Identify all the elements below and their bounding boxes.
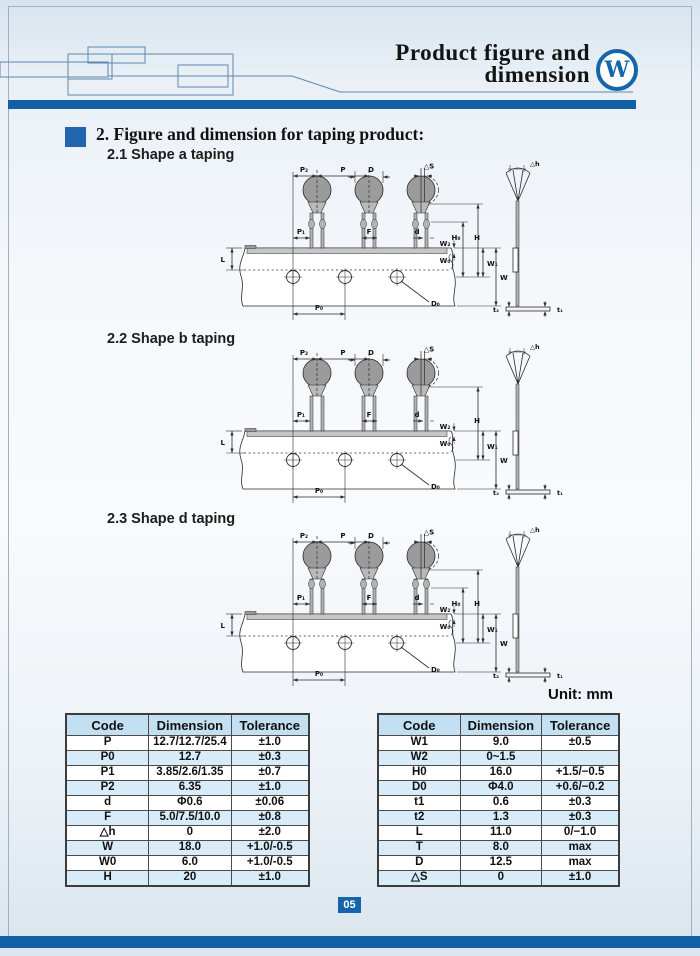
column-header: Dimension: [149, 714, 231, 736]
table-cell: 3.85/2.6/1.35: [149, 766, 231, 781]
dimension-table-right: [377, 713, 620, 887]
table-cell: T: [378, 841, 460, 856]
table-cell: W2: [378, 751, 460, 766]
table-cell: 1.3: [460, 811, 542, 826]
diagram-title-shape-b: 2.2 Shape b taping: [107, 331, 236, 347]
table-cell: 12.7: [149, 751, 231, 766]
diagram-title-shape-d: 2.3 Shape d taping: [107, 511, 236, 527]
svg-text:P₁: P₁: [296, 411, 306, 419]
svg-text:W₀: W₀: [439, 440, 451, 448]
column-header: Dimension: [460, 714, 542, 736]
table-row: [66, 766, 309, 781]
svg-text:d: d: [414, 228, 420, 236]
unit-label: Unit: mm: [548, 686, 613, 703]
table-cell: 20: [149, 871, 231, 887]
table-cell: 6.0: [149, 856, 231, 871]
table-row: [66, 841, 309, 856]
svg-text:H: H: [474, 600, 480, 608]
svg-text:W₁: W₁: [487, 443, 498, 451]
svg-text:t₁: t₁: [557, 672, 563, 680]
table-cell: +1.0/-0.5: [231, 841, 309, 856]
svg-text:d: d: [414, 411, 420, 419]
logo-letter: W: [604, 57, 630, 83]
svg-text:F: F: [366, 411, 372, 419]
table-cell: 0: [149, 826, 231, 841]
svg-text:P₂: P₂: [299, 166, 309, 174]
table-row: [378, 871, 619, 887]
table-row: [66, 811, 309, 826]
table-row: [378, 736, 619, 751]
table-row: [66, 751, 309, 766]
svg-text:D₀: D₀: [431, 300, 440, 308]
table-cell: 11.0: [460, 826, 542, 841]
table-row: [378, 826, 619, 841]
table-cell: ±0.7: [231, 766, 309, 781]
table-cell: H: [66, 871, 149, 887]
page-number-badge: [338, 897, 361, 913]
svg-text:F: F: [366, 228, 372, 236]
table-row: [378, 796, 619, 811]
svg-text:H₀: H₀: [451, 234, 461, 242]
svg-text:t₂: t₂: [493, 489, 499, 497]
column-header: Tolerance: [542, 714, 619, 736]
svg-text:P₀: P₀: [314, 670, 324, 678]
svg-text:D₀: D₀: [431, 483, 440, 491]
table-cell: W: [66, 841, 149, 856]
table-cell: 16.0: [460, 766, 542, 781]
table-row: [66, 856, 309, 871]
table-cell: 6.35: [149, 781, 231, 796]
svg-text:W₂: W₂: [439, 240, 451, 248]
column-header: Tolerance: [231, 714, 309, 736]
svg-text:t₂: t₂: [493, 306, 499, 314]
table-cell: 12.5: [460, 856, 542, 871]
svg-text:D₀: D₀: [431, 666, 440, 674]
table-cell: 8.0: [460, 841, 542, 856]
table-cell: 5.0/7.5/10.0: [149, 811, 231, 826]
table-cell: 9.0: [460, 736, 542, 751]
table-cell: △h: [66, 826, 149, 841]
table-cell: D0: [378, 781, 460, 796]
svg-text:t₁: t₁: [557, 489, 563, 497]
dimension-table-left: [65, 713, 310, 887]
svg-text:P: P: [340, 166, 346, 174]
svg-text:L: L: [220, 256, 225, 264]
svg-text:W: W: [500, 274, 508, 282]
svg-text:△h: △h: [530, 526, 540, 534]
diagram-title-shape-a: 2.1 Shape a taping: [107, 147, 235, 163]
table-row: [378, 766, 619, 781]
table-row: [66, 736, 309, 751]
svg-text:△h: △h: [530, 160, 540, 168]
svg-text:d: d: [414, 594, 420, 602]
svg-text:D: D: [368, 349, 374, 357]
svg-text:W₁: W₁: [487, 626, 498, 634]
table-cell: [542, 751, 619, 766]
footer-strip: [0, 948, 700, 956]
section-heading: 2. Figure and dimension for taping product:: [96, 124, 425, 144]
svg-text:W₂: W₂: [439, 423, 451, 431]
svg-text:L: L: [220, 622, 225, 630]
svg-text:H₀: H₀: [451, 600, 461, 608]
table-cell: 12.7/12.7/25.4: [149, 736, 231, 751]
svg-text:t₂: t₂: [493, 672, 499, 680]
column-header: Code: [66, 714, 149, 736]
page-number: 05: [343, 899, 356, 911]
table-cell: ±0.3: [542, 811, 619, 826]
table-cell: P1: [66, 766, 149, 781]
table-row: [378, 781, 619, 796]
svg-text:P₀: P₀: [314, 487, 324, 495]
table-cell: P: [66, 736, 149, 751]
table-cell: 0: [460, 871, 542, 887]
table-cell: +1.5/−0.5: [542, 766, 619, 781]
svg-text:P: P: [340, 349, 346, 357]
svg-text:P₂: P₂: [299, 349, 309, 357]
table-cell: d: [66, 796, 149, 811]
taping-diagram-shape-b: [120, 339, 570, 511]
table-cell: H0: [378, 766, 460, 781]
svg-text:F: F: [366, 594, 372, 602]
table-row: [66, 781, 309, 796]
svg-text:W₁: W₁: [487, 260, 498, 268]
table-cell: 0/−1.0: [542, 826, 619, 841]
table-cell: ±2.0: [231, 826, 309, 841]
table-cell: ±1.0: [542, 871, 619, 887]
table-row: [66, 796, 309, 811]
table-row: [378, 811, 619, 826]
footer-bar: [0, 936, 700, 948]
svg-text:P₀: P₀: [314, 304, 324, 312]
table-cell: 18.0: [149, 841, 231, 856]
svg-text:△S: △S: [423, 162, 435, 171]
table-cell: ±1.0: [231, 736, 309, 751]
column-header: Code: [378, 714, 460, 736]
table-cell: 0.6: [460, 796, 542, 811]
svg-text:H: H: [474, 417, 480, 425]
page-title-line1: Product figure and: [395, 40, 590, 65]
svg-text:△h: △h: [530, 343, 540, 351]
table-cell: △S: [378, 871, 460, 887]
svg-text:L: L: [220, 439, 225, 447]
table-cell: F: [66, 811, 149, 826]
table-cell: +1.0/-0.5: [231, 856, 309, 871]
svg-text:D: D: [368, 532, 374, 540]
svg-text:P₁: P₁: [296, 594, 306, 602]
table-cell: W0: [66, 856, 149, 871]
page-title-line2: dimension: [484, 62, 590, 87]
table-row: [378, 856, 619, 871]
table-cell: +0.6/−0.2: [542, 781, 619, 796]
svg-text:H: H: [474, 234, 480, 242]
table-cell: P0: [66, 751, 149, 766]
svg-text:△S: △S: [423, 345, 435, 354]
table-row: [66, 871, 309, 887]
table-cell: D: [378, 856, 460, 871]
table-cell: ±0.3: [231, 751, 309, 766]
svg-text:W: W: [500, 640, 508, 648]
svg-text:P: P: [340, 532, 346, 540]
table-row: [378, 751, 619, 766]
table-cell: max: [542, 841, 619, 856]
svg-text:P₁: P₁: [296, 228, 306, 236]
table-cell: 0~1.5: [460, 751, 542, 766]
svg-text:W₀: W₀: [439, 257, 451, 265]
table-cell: ±0.3: [542, 796, 619, 811]
table-cell: ±1.0: [231, 781, 309, 796]
table-cell: max: [542, 856, 619, 871]
svg-text:W₀: W₀: [439, 623, 451, 631]
taping-diagram-shape-d: [120, 522, 570, 694]
section-bullet-square: [65, 127, 86, 147]
table-cell: ±0.5: [542, 736, 619, 751]
table-cell: P2: [66, 781, 149, 796]
table-cell: ±1.0: [231, 871, 309, 887]
table-cell: t1: [378, 796, 460, 811]
table-cell: ±0.8: [231, 811, 309, 826]
table-cell: Φ4.0: [460, 781, 542, 796]
table-row: [66, 826, 309, 841]
svg-text:t₁: t₁: [557, 306, 563, 314]
taping-diagram-shape-a: [120, 156, 570, 328]
table-row: [378, 841, 619, 856]
company-logo-icon: [596, 49, 638, 91]
table-cell: L: [378, 826, 460, 841]
svg-text:D: D: [368, 166, 374, 174]
page-title: [395, 42, 590, 86]
svg-text:△S: △S: [423, 528, 435, 537]
table-cell: t2: [378, 811, 460, 826]
table-cell: W1: [378, 736, 460, 751]
svg-text:P₂: P₂: [299, 532, 309, 540]
svg-text:W: W: [500, 457, 508, 465]
table-cell: Φ0.6: [149, 796, 231, 811]
header-divider-bar: [8, 100, 636, 109]
svg-text:W₂: W₂: [439, 606, 451, 614]
table-cell: ±0.06: [231, 796, 309, 811]
